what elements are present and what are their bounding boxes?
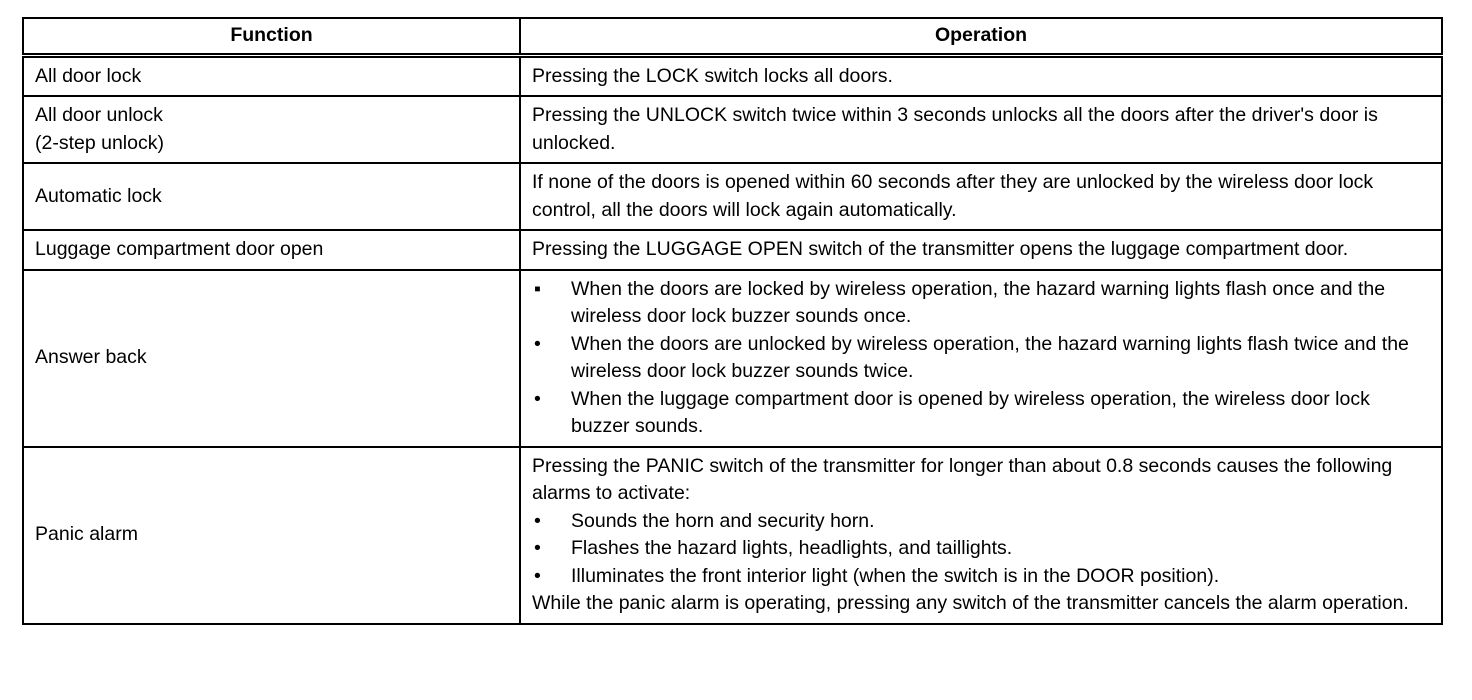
operation-text: If none of the doors is opened within 60 seconds after they are unlocked by the wireless door lock control, all the doors will lock again automatically. (532, 171, 1374, 221)
function-name: All door lock (35, 64, 142, 87)
function-name: Panic alarm (35, 523, 138, 546)
bullet-text: When the doors are unlocked by wireless operation, the hazard warning lights flash twice and the wireless door lock buzzer sounds twice. (571, 332, 1409, 382)
function-cell (23, 55, 520, 96)
bullet-dot-icon: • (534, 387, 541, 410)
bullet-dot-icon: • (534, 564, 541, 587)
operation-outro: While the panic alarm is operating, pressing any switch of the transmitter cancels the alarm operation. (532, 592, 1409, 614)
function-column-header: Function (23, 18, 520, 55)
table-row (23, 230, 1442, 270)
function-operation-table (22, 17, 1443, 625)
operation-text: Pressing the LOCK switch locks all doors. (532, 64, 893, 87)
operation-text: Pressing the LUGGAGE OPEN switch of the transmitter opens the luggage compartment door. (532, 238, 1349, 260)
operation-cell (520, 55, 1442, 96)
operation-cell (520, 270, 1442, 447)
table-row (23, 55, 1442, 96)
operation-column-header: Operation (520, 18, 1442, 55)
function-cell (23, 163, 520, 230)
operation-intro: Pressing the PANIC switch of the transmitter for longer than about 0.8 seconds causes the following alarms to activate: (532, 454, 1393, 504)
function-cell (23, 447, 520, 624)
function-name: Automatic lock (35, 184, 162, 207)
header-row (23, 18, 1442, 55)
bullet-dot-icon: • (534, 537, 541, 559)
operation-cell (520, 96, 1442, 163)
operation-cell (520, 447, 1442, 624)
table-row (23, 270, 1442, 447)
bullet-square-icon: ▪ (534, 277, 541, 300)
function-name: Answer back (35, 346, 147, 369)
bullet-dot-icon: • (534, 509, 541, 532)
bullet-text: Flashes the hazard lights, headlights, and taillights. (571, 537, 1013, 559)
table-row (23, 163, 1442, 230)
function-cell (23, 230, 520, 270)
bullet-text: When the doors are locked by wireless operation, the hazard warning lights flash once and the wireless door lock buzzer sounds once. (571, 277, 1386, 327)
operation-text: Pressing the UNLOCK switch twice within 3 seconds unlocks all the doors after the driver's door is unlocked. (532, 104, 1378, 154)
function-name: Luggage compartment door open (35, 238, 324, 260)
function-subname: (2-step unlock) (35, 131, 164, 154)
bullet-item (532, 276, 1432, 331)
operation-cell (520, 230, 1442, 270)
bullet-item (532, 535, 1432, 563)
function-cell (23, 270, 520, 447)
bullet-text: Sounds the horn and security horn. (571, 509, 875, 532)
function-cell (23, 96, 520, 163)
bullet-item (532, 508, 1432, 536)
operation-cell (520, 163, 1442, 230)
bullet-item (532, 386, 1432, 441)
bullet-text: When the luggage compartment door is opened by wireless operation, the wireless door lock buzzer sounds. (571, 387, 1370, 437)
bullet-dot-icon: • (534, 332, 541, 355)
bullet-item (532, 331, 1432, 386)
table-row (23, 447, 1442, 624)
table-row (23, 96, 1442, 163)
bullet-item (532, 563, 1432, 591)
bullet-text: Illuminates the front interior light (when the switch is in the DOOR position). (571, 564, 1220, 587)
function-name: All door unlock (35, 104, 163, 126)
